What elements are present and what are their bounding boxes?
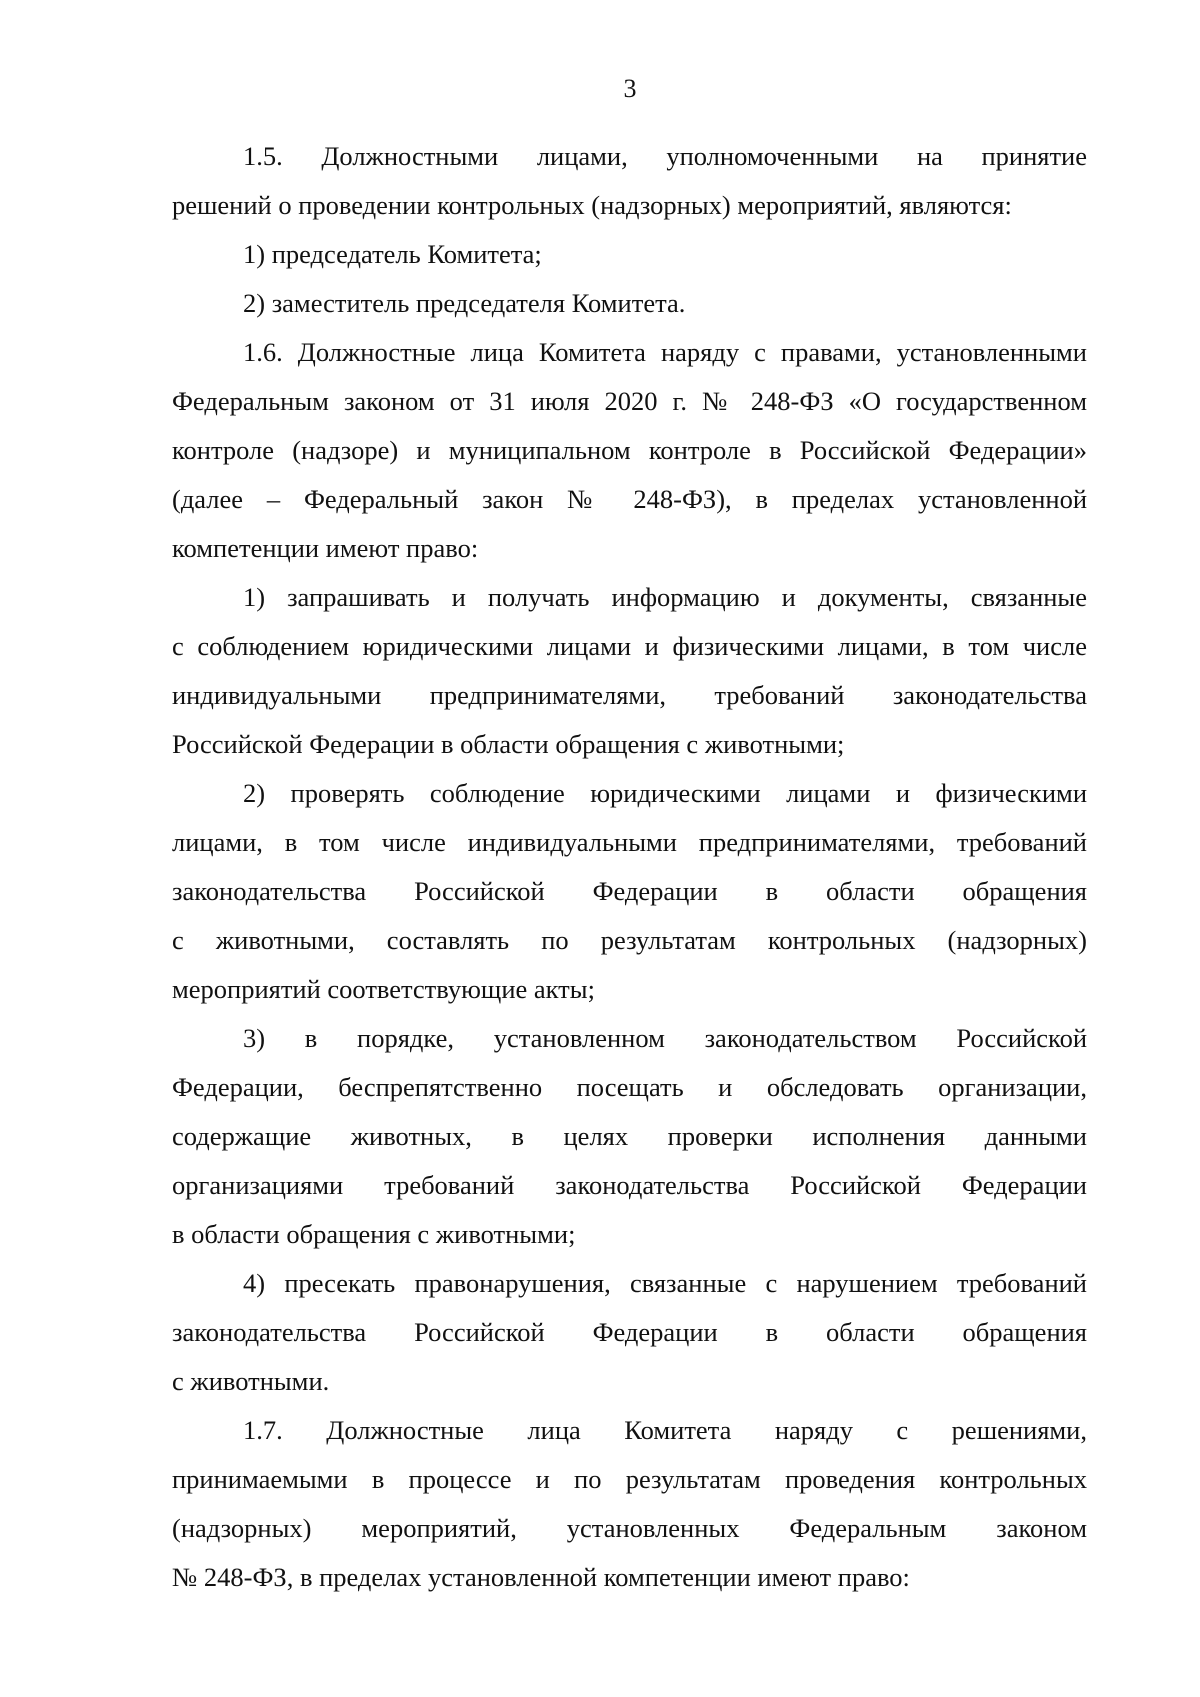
text-line: 2) проверять соблюдение юридическими лицами и физическими (243, 778, 1087, 808)
text-line: 1.6. Должностные лица Комитета наряду с правами, установленными (243, 337, 1087, 367)
text-line: решений о проведении контрольных (надзорных) мероприятий, являются: (172, 190, 1012, 220)
text-line: 1) председатель Комитета; (243, 239, 542, 269)
text-line: 1.7. Должностные лица Комитета наряду с решениями, (243, 1415, 1087, 1445)
document-body (172, 132, 1087, 1602)
page-number: 3 (623, 74, 637, 103)
text-line: принимаемыми в процессе и по результатам проведения контрольных (172, 1464, 1087, 1494)
text-line: 2) заместитель председателя Комитета. (243, 288, 686, 318)
text-line: 1.5. Должностными лицами, уполномоченными на принятие (243, 141, 1087, 171)
text-line: контроле (надзоре) и муниципальном контроле в Российской Федерации» (172, 435, 1087, 465)
text-line: Федерации, беспрепятственно посещать и обследовать организации, (172, 1072, 1087, 1102)
text-line: № 248-ФЗ, в пределах установленной компетенции имеют право: (172, 1562, 910, 1592)
text-line: в области обращения с животными; (172, 1219, 576, 1249)
text-line: с животными, составлять по результатам контрольных (надзорных) (172, 925, 1087, 955)
text-line: организациями требований законодательства Российской Федерации (172, 1170, 1087, 1200)
text-line: 3) в порядке, установленном законодательством Российской (243, 1023, 1087, 1053)
text-line: содержащие животных, в целях проверки исполнения данными (172, 1121, 1087, 1151)
text-line: 4) пресекать правонарушения, связанные с нарушением требований (243, 1268, 1087, 1298)
text-line: индивидуальными предпринимателями, требований законодательства (172, 680, 1087, 710)
text-line: с животными. (172, 1366, 330, 1396)
text-line: компетенции имеют право: (172, 533, 479, 563)
text-line: 1) запрашивать и получать информацию и документы, связанные (243, 582, 1087, 612)
text-line: законодательства Российской Федерации в области обращения (172, 876, 1087, 906)
text-line: мероприятий соответствующие акты; (172, 974, 595, 1004)
text-line: (далее – Федеральный закон № 248-ФЗ), в пределах установленной (172, 484, 1087, 514)
text-line: законодательства Российской Федерации в области обращения (172, 1317, 1087, 1347)
text-line: (надзорных) мероприятий, установленных Федеральным законом (172, 1513, 1087, 1543)
text-line: с соблюдением юридическими лицами и физическими лицами, в том числе (172, 631, 1087, 661)
text-line: Федеральным законом от 31 июля 2020 г. № 248-ФЗ «О государственном (172, 386, 1087, 416)
text-line: Российской Федерации в области обращения с животными; (172, 729, 845, 759)
text-line: лицами, в том числе индивидуальными предпринимателями, требований (172, 827, 1087, 857)
